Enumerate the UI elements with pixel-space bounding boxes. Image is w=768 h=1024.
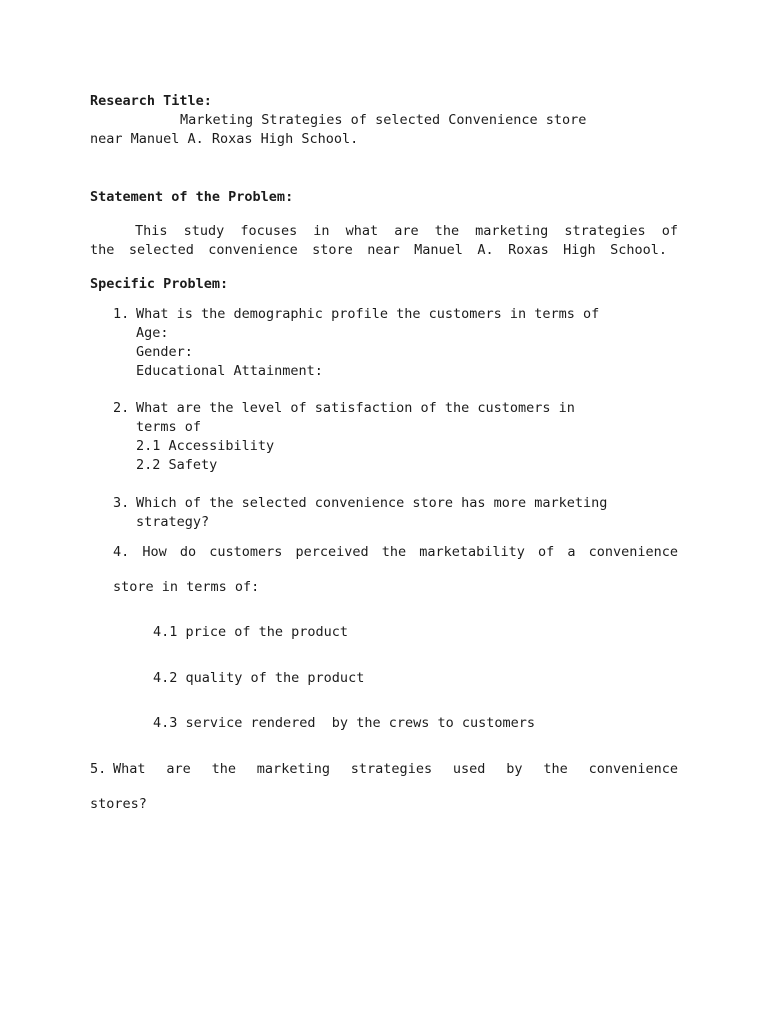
q5-line-2: stores?	[90, 796, 147, 812]
statement-line-1: This study focuses in what are the marketing strategies of	[135, 223, 678, 239]
q2-sub-accessibility: 2.1 Accessibility	[136, 438, 275, 454]
q3-number: 3.	[113, 495, 130, 511]
q3-line-2: strategy?	[136, 514, 210, 530]
q5-number: 5.	[90, 761, 107, 777]
q2-number: 2.	[113, 400, 130, 416]
q3-line-1: Which of the selected convenience store has more marketing	[136, 495, 608, 511]
q2-line-1: What are the level of satisfaction of the customers in	[136, 400, 575, 416]
q1-sub-education: Educational Attainment:	[136, 363, 323, 379]
statement-label: Statement of the Problem:	[90, 189, 294, 205]
q5-line-1: What are the marketing strategies used by the convenience	[113, 761, 678, 777]
q2-line-2: terms of	[136, 419, 202, 435]
q1-sub-age: Age:	[136, 325, 169, 341]
q4-line-2: store in terms of:	[113, 579, 260, 595]
research-title-line-1: Marketing Strategies of selected Convenience store	[180, 112, 587, 128]
specific-problem-label: Specific Problem:	[90, 276, 229, 292]
q1-number: 1.	[113, 306, 130, 322]
q4-sub-price: 4.1 price of the product	[153, 624, 349, 640]
q2-sub-safety: 2.2 Safety	[136, 457, 218, 473]
q4-sub-quality: 4.2 quality of the product	[153, 670, 365, 686]
q4-sub-service: 4.3 service rendered by the crews to customers	[153, 715, 536, 731]
research-title-line-2: near Manuel A. Roxas High School.	[90, 131, 359, 147]
research-title-label: Research Title:	[90, 93, 212, 109]
q1-text: What is the demographic profile the customers in terms of	[136, 306, 600, 322]
q1-sub-gender: Gender:	[136, 344, 193, 360]
q4-line-1: 4. How do customers perceived the marketability of a convenience	[113, 544, 678, 560]
statement-line-2: the selected convenience store near Manuel A. Roxas High School.	[90, 242, 667, 258]
